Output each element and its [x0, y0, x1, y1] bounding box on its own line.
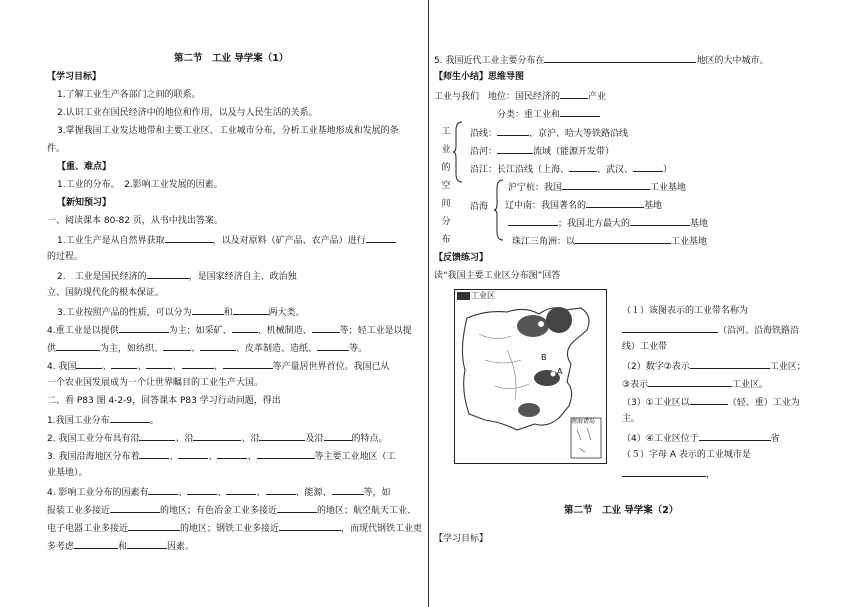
- left-column: [0, 0, 429, 607]
- m5-text-a: 沿江：长江沿线（上海、: [470, 165, 570, 175]
- blank[interactable]: [146, 359, 172, 369]
- q4-text-e: 供: [47, 344, 57, 354]
- blank[interactable]: [232, 323, 258, 333]
- blank[interactable]: [508, 216, 558, 226]
- blank[interactable]: [622, 467, 706, 477]
- f6-text-b: ，: [706, 470, 716, 480]
- r2-text-d: 及沿: [305, 434, 324, 444]
- goal-3-cont: 件。: [47, 144, 66, 154]
- feedback-3: [622, 377, 768, 391]
- r4-text-k: 和: [118, 542, 128, 552]
- q3-text-c: 两大类。: [268, 308, 305, 318]
- tree-char: 的: [441, 163, 451, 173]
- q4-text-d: 等；轻工业是以提: [339, 326, 412, 336]
- q4-text-a: 4.重工业是以提供: [47, 326, 119, 336]
- q2-text-a: 2. 工业是国民经济的: [57, 272, 147, 282]
- r1-text-a: 1.我国工业分布: [47, 416, 110, 426]
- m4-text-b: 流域（能源开发带）: [533, 147, 615, 157]
- preview-header: 【新知预习】: [57, 198, 112, 208]
- blank[interactable]: [259, 431, 305, 441]
- tree-char: 业: [441, 145, 451, 155]
- r4-text-a: 4. 影响工业分布的因素有: [47, 488, 149, 498]
- blank[interactable]: [139, 431, 175, 441]
- blank[interactable]: [560, 107, 600, 117]
- key-text: 1.工业的分布。 2.影响工业发展的因素。: [57, 180, 223, 190]
- f2-text-a: （2）数字②表示: [622, 362, 690, 372]
- blank[interactable]: [226, 485, 256, 495]
- r2-text-c: 、沿: [241, 434, 260, 444]
- blank[interactable]: [569, 162, 597, 172]
- blank[interactable]: [622, 323, 718, 333]
- blank[interactable]: [544, 53, 696, 63]
- r2-text-e: 的特点。: [351, 434, 388, 444]
- m1-text-b: 产业: [588, 92, 607, 102]
- r2-text-a: 2. 我国工业分布具有沿: [47, 434, 140, 444]
- feedback-4-cont: 主。: [622, 414, 641, 424]
- mindmap-row-9: [512, 234, 707, 248]
- map-title: 工业区: [471, 291, 495, 300]
- tree-char: 间: [441, 199, 451, 209]
- goals-header-2: 【学习目标】: [434, 534, 489, 544]
- answer-4-cont3: [47, 539, 194, 553]
- r4-text-l: 因素。: [167, 542, 195, 552]
- q3-text-b: 和: [223, 308, 233, 318]
- m3-text-a: 沿线：: [470, 129, 498, 139]
- answer-2: [47, 431, 388, 445]
- part-one-intro: 一、阅读课本 80-82 页，从书中找出答案。: [47, 216, 223, 226]
- feedback-4: [622, 395, 800, 409]
- question-1: [57, 233, 396, 247]
- right-q5-text-b: 地区的大中城市。: [696, 56, 769, 66]
- blank[interactable]: [178, 449, 208, 459]
- q4-text-g: 、皮革制造、造纸、: [236, 344, 318, 354]
- m6-text-a: 沪宁杭：我国: [508, 183, 563, 193]
- r4-text-c: 等，如: [363, 488, 391, 498]
- blank[interactable]: [111, 359, 137, 369]
- part-two-intro: 二、看 P83 图 4-2-9，回答课本 P83 学习行动问题，得出: [47, 396, 281, 406]
- blank[interactable]: [497, 126, 529, 136]
- blank[interactable]: [74, 539, 118, 549]
- blank[interactable]: [76, 359, 102, 369]
- blank[interactable]: [200, 341, 236, 351]
- blank[interactable]: [127, 539, 167, 549]
- blank[interactable]: [332, 485, 364, 495]
- blank[interactable]: [317, 341, 349, 351]
- blank[interactable]: [690, 359, 770, 369]
- q4-text-h: 等。: [349, 344, 368, 354]
- r1-text-b: 。: [149, 416, 159, 426]
- r2-text-b: 、沿: [175, 434, 194, 444]
- feedback-1-cont2: 线）工业带: [622, 342, 668, 352]
- map-letter-b: B: [541, 353, 547, 362]
- answer-1: [47, 413, 159, 427]
- q3-text-a: 3.工业按照产品的性质，可以分为: [57, 308, 192, 318]
- m2-text-a: 分类：重工业和: [497, 110, 561, 120]
- m5-text-c: ）: [663, 165, 673, 175]
- blank[interactable]: [266, 485, 296, 495]
- goal-2: 2.认识工业在国民经济中的地位和作用，以及与人民生活的关系。: [57, 108, 318, 118]
- industrial-zone-map: [454, 289, 607, 464]
- blank[interactable]: [56, 341, 100, 351]
- blank[interactable]: [165, 233, 213, 243]
- tree-char: 工: [441, 127, 451, 137]
- f1-text-b: （沿河、沿海铁路沿: [718, 326, 800, 336]
- mindmap-row-4: [470, 144, 614, 158]
- blank[interactable]: [633, 162, 663, 172]
- answer-3: 3. 我国沿海地区分布着 、 、 、 等主要工业地区（工: [47, 449, 396, 463]
- answer-4-cont2: [47, 521, 422, 535]
- r4-text-b: 、能源、: [295, 488, 332, 498]
- feedback-2: [622, 359, 806, 373]
- blank[interactable]: [324, 431, 352, 441]
- m8-text-a: ；我国北方最大的: [558, 219, 631, 229]
- map-drawing: [455, 290, 606, 463]
- m4-text-a: 沿河：: [470, 147, 498, 157]
- blank[interactable]: [562, 180, 650, 190]
- feedback-6-cont: [622, 467, 715, 481]
- blank[interactable]: [312, 323, 340, 333]
- m9-text-b: 工业基地: [671, 237, 708, 247]
- blank[interactable]: [119, 323, 169, 333]
- m3-text-b: 、京沪、哈大等铁路沿线: [529, 129, 629, 139]
- feedback-intro: 读“我国主要工业区分布图”回答: [434, 271, 561, 281]
- f5-text-a: （4）④工业区位于: [622, 434, 699, 444]
- blank[interactable]: [560, 89, 588, 99]
- f5-text-b: 省: [770, 434, 780, 444]
- feedback-6: （５）字母 A 表示的工业城市是: [622, 450, 751, 460]
- blank[interactable]: [497, 144, 533, 154]
- question-2: [57, 269, 297, 283]
- q4-text-b: 为主；如采矿、: [168, 326, 232, 336]
- f4-text-a: （3）①工业区以: [622, 398, 690, 408]
- r4-text-j: 多考虑: [47, 542, 75, 552]
- blank[interactable]: [648, 377, 732, 387]
- key-header: 【重、难点】: [57, 162, 112, 172]
- r4-text-i: ，而现代钢铁工业更: [341, 524, 423, 534]
- m1-text-a: 工业与我们 地位：国民经济的: [434, 92, 561, 102]
- question-3: [57, 305, 305, 319]
- tree-char: 空: [441, 181, 451, 191]
- blank[interactable]: [128, 521, 180, 531]
- mindmap-row-2: [497, 107, 600, 121]
- blank[interactable]: [575, 234, 671, 244]
- m8-text-b: 基地: [690, 219, 709, 229]
- blank[interactable]: [217, 449, 247, 459]
- f3-text-b: 工业区。: [732, 380, 769, 390]
- r4-text-e: 的地区；有色冶金工业多接近: [160, 506, 278, 516]
- question-4-cont: 供 为主，如纺织、 、 、皮革制造、造纸、 等。: [47, 341, 367, 355]
- q1-text-a: 1.工业生产是从自然界获取: [57, 236, 165, 246]
- blank[interactable]: [182, 359, 214, 369]
- brace-icon: [452, 120, 464, 184]
- q5-text-a: 4. 我国: [47, 362, 77, 372]
- blank[interactable]: [277, 503, 317, 513]
- answer-3-cont: 业基地）。: [47, 468, 88, 478]
- blank[interactable]: [257, 449, 315, 459]
- map-inset-label: 南海诸岛: [571, 418, 596, 425]
- feedback-header: 【反馈练习】: [434, 253, 489, 263]
- blank[interactable]: [366, 233, 396, 243]
- blank[interactable]: [147, 269, 189, 279]
- blank[interactable]: [279, 521, 341, 531]
- question-5: 4. 我国 、 、 、 、 等产量居世界首位。我国已从: [47, 359, 390, 373]
- f3-text-a: ③表示: [622, 380, 649, 390]
- r4-text-g: 电子电器工业多接近: [47, 524, 129, 534]
- summary-header: 【师生小结】思维导图: [434, 72, 525, 82]
- blank[interactable]: [139, 449, 169, 459]
- question-1-cont: 的过程。: [47, 252, 84, 262]
- tree-char: 布: [441, 235, 451, 245]
- blank[interactable]: [110, 413, 150, 423]
- mindmap-row-8: [508, 216, 708, 230]
- answer-4-cont1: [47, 503, 416, 517]
- question-4: [47, 323, 412, 337]
- blank[interactable]: [192, 305, 224, 315]
- r4-text-h: 的地区；钢铁工业多接近: [180, 524, 280, 534]
- page-title: 第二节 工业 导学案（1）: [174, 53, 289, 64]
- f2-text-b: 工业区；: [769, 362, 806, 372]
- feedback-1-cont: [622, 323, 799, 337]
- r3-text-a: 3. 我国沿海地区分布着: [47, 452, 140, 462]
- m7-text-a: 辽中南：我国著名的: [505, 201, 587, 211]
- r4-text-f: 的地区；航空航天工业、: [317, 506, 417, 516]
- mindmap-row-6: [508, 180, 686, 194]
- blank[interactable]: [110, 503, 160, 513]
- right-question-5: [434, 53, 768, 67]
- mindmap-row-3: [470, 126, 628, 140]
- m7-text-b: 基地: [644, 201, 663, 211]
- map-letter-a: A: [557, 367, 563, 376]
- r4-text-d: 报装工业多接近: [47, 506, 111, 516]
- blank[interactable]: [699, 431, 771, 441]
- blank[interactable]: [690, 395, 728, 405]
- right-q5-text-a: 5. 我国近代工业主要分布在: [434, 56, 545, 66]
- mindmap-row-1: [434, 89, 606, 103]
- q1-text-b: ，以及对原料（矿产品、农产品）进行: [212, 236, 366, 246]
- tree-char: 分: [441, 217, 451, 227]
- m5-text-b: 、武汉、: [597, 165, 634, 175]
- r3-text-b: 等主要工业地区（工: [314, 452, 396, 462]
- answer-4: 4. 影响工业分布的因素有 、 、 、 、能源、 等，如: [47, 485, 391, 499]
- blank[interactable]: [586, 198, 644, 208]
- q4-text-c: 、机械制造、: [257, 326, 312, 336]
- blank[interactable]: [163, 341, 191, 351]
- blank[interactable]: [187, 485, 217, 495]
- q5-text-b: 等产量居世界首位。我国已从: [272, 362, 390, 372]
- q2-text-b: ，是国家经济自主、政治独: [188, 272, 297, 282]
- brace-icon: [493, 178, 505, 242]
- question-2-cont: 立、国防现代化的根本保证。: [47, 288, 165, 298]
- blank[interactable]: [630, 216, 690, 226]
- blank[interactable]: [223, 359, 273, 369]
- m9-text-a: 珠江三角洲：以: [512, 237, 576, 247]
- goal-1: 1.了解工业生产各部门之间的联系。: [57, 90, 201, 100]
- feedback-1: （１）该图表示的工业带名称为: [622, 306, 749, 316]
- blank[interactable]: [148, 485, 178, 495]
- feedback-5: [622, 431, 780, 445]
- goal-3: 3.掌握我国工业发达地带和主要工业区、工业城市分布，分析工业基地形成和发展的条: [57, 126, 399, 136]
- q4-text-f: 为主，如纺织、: [100, 344, 164, 354]
- mindmap-row-5: [470, 162, 672, 176]
- page-title-2: 第二节 工业 导学案（2）: [564, 505, 679, 516]
- blank[interactable]: [233, 305, 269, 315]
- goals-header: 【学习目标】: [47, 72, 102, 82]
- coast-label: 沿海: [470, 202, 489, 212]
- question-5-cont: 一个农业国发展成为一个让世界瞩目的工业生产大国。: [47, 378, 264, 388]
- m6-text-b: 工业基地: [650, 183, 687, 193]
- mindmap-row-7: [505, 198, 662, 212]
- blank[interactable]: [193, 431, 241, 441]
- f4-text-b: （轻、重）工业为: [727, 398, 800, 408]
